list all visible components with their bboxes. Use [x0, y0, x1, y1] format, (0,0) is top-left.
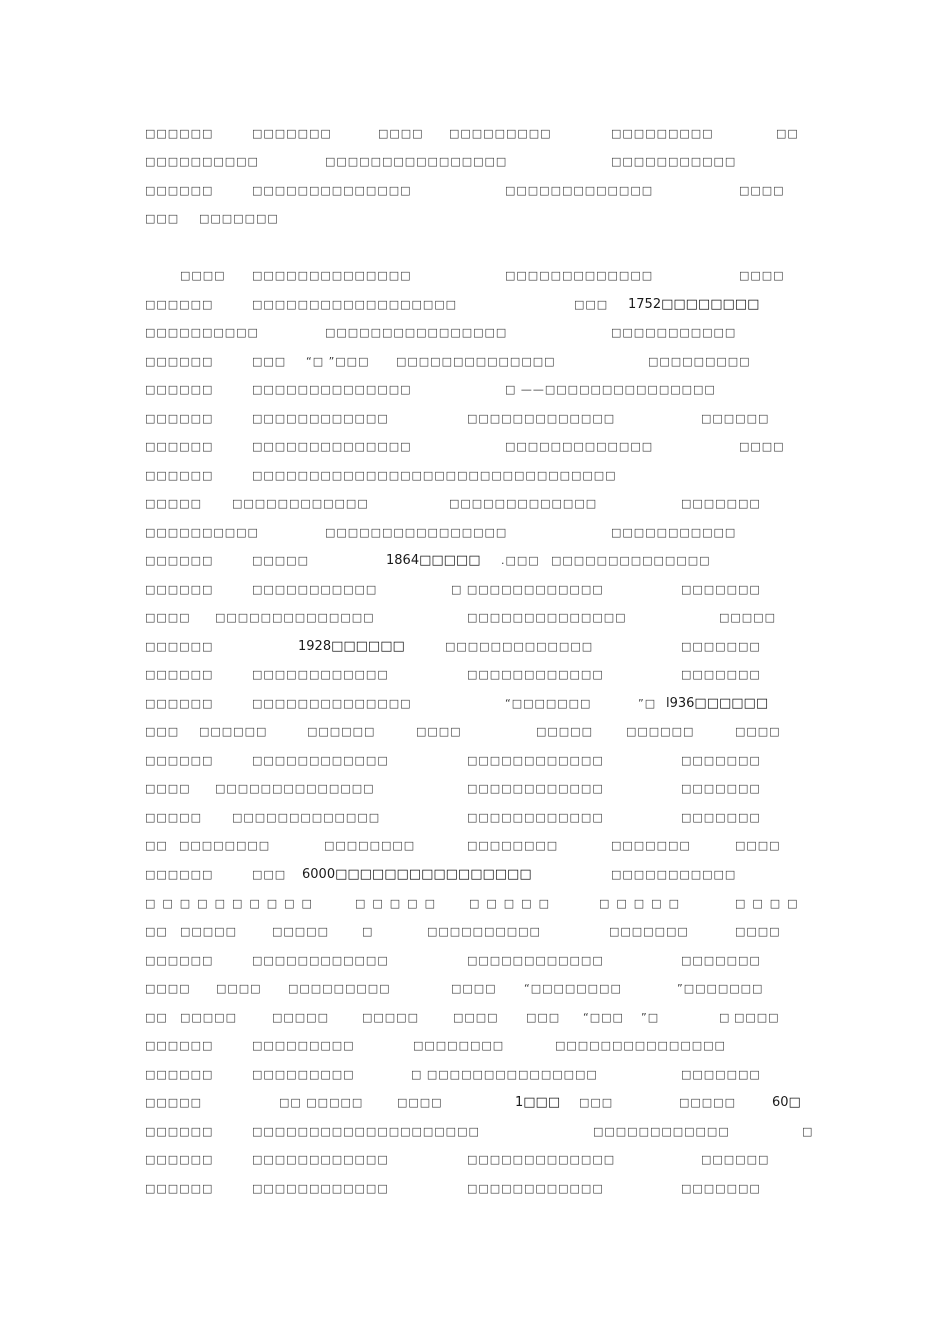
text-segment: □□□□□□ — [145, 697, 214, 710]
text-segment: □□□□□□□□□□□□□□ — [252, 269, 412, 282]
text-line — [0, 494, 950, 514]
text-segment: ”□□□□□□□ — [677, 982, 764, 995]
text-segment: □□□□□□ — [145, 583, 214, 596]
text-segment: □□□□□ — [469, 897, 556, 910]
text-segment: □□□□□□□□□□□□□□ — [215, 611, 375, 624]
text-segment: □□□□□□ — [145, 1125, 214, 1138]
text-segment: ”□ — [641, 1011, 660, 1024]
text-segment: □□□□□□ — [145, 954, 214, 967]
text-line — [0, 637, 950, 657]
text-segment: □□□□□□□□□□□□□□ — [215, 782, 375, 795]
text-segment: □□□□□□□□□□□□□ — [467, 412, 616, 425]
text-line — [0, 1065, 950, 1085]
text-segment: □□□□□□ — [307, 725, 376, 738]
text-segment: □□□□□□□ — [681, 754, 761, 767]
text-segment: □□□□□□□ — [681, 640, 761, 653]
text-segment: □□□□ — [739, 269, 785, 282]
text-segment: □□□□□□□□ — [179, 839, 271, 852]
text-segment: □□□□□□□ — [681, 1068, 761, 1081]
text-segment: □□□□□□□□□□□□□ — [505, 269, 654, 282]
text-segment: □□□□□□□□□□□□□□□□ — [325, 326, 508, 339]
text-segment: □□□□□□□□ — [413, 1039, 505, 1052]
text-segment: □□□□□□□□□□□□□□□□ — [325, 526, 508, 539]
text-segment: □□□□□□□ — [681, 668, 761, 681]
text-segment: □□□□□ — [272, 925, 329, 938]
text-segment: □□□□□ — [536, 725, 593, 738]
text-segment: □□□□ — [145, 782, 191, 795]
text-segment: □□□□□□□□□ — [252, 1068, 355, 1081]
text-segment: □□□□□□ — [145, 1039, 214, 1052]
text-line — [0, 323, 950, 343]
text-segment: □□□□□ — [145, 497, 202, 510]
text-segment: □□□□□□□□□□ — [145, 326, 259, 339]
text-segment: □□□□□□□□□□□□ — [467, 1182, 604, 1195]
text-segment: 6000□□□□□□□□□□□□□□□□ — [302, 867, 532, 882]
text-line — [0, 808, 950, 828]
text-segment: □ — [362, 925, 374, 938]
text-segment: □ ——□□□□□□□□□□□□□□□ — [505, 383, 716, 396]
text-segment: □□□□□ — [355, 897, 442, 910]
text-segment: .□□□ — [501, 554, 540, 567]
text-segment: □□□□□□□□□□□□□□ — [467, 611, 627, 624]
text-segment: □□□□□□□ — [611, 839, 691, 852]
text-segment: 1752□□□□□□□□ — [628, 297, 760, 312]
text-segment: □□□ — [145, 212, 180, 225]
text-segment: □□□□□□ — [145, 298, 214, 311]
text-segment: □□□□□□□□□ — [252, 1039, 355, 1052]
text-segment: □□□□□□□□□□□□ — [252, 668, 389, 681]
text-line — [0, 209, 950, 229]
text-line — [0, 951, 950, 971]
text-line — [0, 665, 950, 685]
text-segment: □□□□□ — [599, 897, 686, 910]
text-line — [0, 437, 950, 457]
text-line — [0, 894, 950, 914]
text-segment: 60□ — [772, 1095, 801, 1110]
text-segment: □□□□□□□□□□□□□□ — [252, 440, 412, 453]
text-segment: □□□□□□□□□□ — [145, 526, 259, 539]
text-segment: □□□□□ — [679, 1096, 736, 1109]
text-segment: □□□□□□ — [701, 1153, 770, 1166]
text-segment: □□□□□□□□□□□□□□□□□□□□ — [252, 1125, 480, 1138]
text-segment: □□□□□□□ — [199, 212, 279, 225]
text-segment: □□□□□□□ — [681, 954, 761, 967]
text-segment: □□□□□□ — [145, 640, 214, 653]
text-segment: □□ — [776, 127, 799, 140]
text-segment: □□□□□□□□□□□□□□ — [551, 554, 711, 567]
text-segment: □□□ — [252, 355, 287, 368]
text-line — [0, 124, 950, 144]
text-segment: □□□□□□□□□□□□□□ — [396, 355, 556, 368]
text-line — [0, 181, 950, 201]
text-segment: □□□□□□ — [145, 1068, 214, 1081]
text-line — [0, 266, 950, 286]
text-segment: 1864□□□□□ — [386, 553, 481, 568]
text-segment: □□□ — [579, 1096, 614, 1109]
text-segment: □□□□□□ — [701, 412, 770, 425]
text-segment: “□□□□□□□□ — [524, 982, 622, 995]
text-segment: □□□□□□□□□□□□□□□□ — [325, 155, 508, 168]
text-segment: □□□□□□□□□□□□ — [252, 754, 389, 767]
text-segment: □□□□□□□□□□□□□ — [505, 184, 654, 197]
text-segment: □□□ — [574, 298, 609, 311]
text-line — [0, 722, 950, 742]
text-segment: 1□□□ — [515, 1095, 561, 1110]
text-segment: □□□□□ — [180, 925, 237, 938]
text-segment: □□□□□□□□□□□□□ — [449, 497, 598, 510]
text-line — [0, 751, 950, 771]
text-line — [0, 1179, 950, 1199]
text-line — [0, 352, 950, 372]
text-segment: l936□□□□□□ — [666, 696, 769, 711]
text-line — [0, 1093, 950, 1113]
text-segment: □□□□□□ — [145, 412, 214, 425]
text-segment: □□□□□□□□□□□□□□ — [252, 184, 412, 197]
text-segment: □□□□□□ — [145, 469, 214, 482]
text-segment: □□□□□□ — [626, 725, 695, 738]
text-segment: □□□□□□□□ — [324, 839, 416, 852]
text-line — [0, 1150, 950, 1170]
text-segment: □□□□□□□□□□□□ — [252, 412, 389, 425]
text-line — [0, 466, 950, 486]
text-line — [0, 1036, 950, 1056]
text-segment: □□□□□□□□□□□□□ — [232, 811, 381, 824]
text-segment: □□□□□□□□ — [467, 839, 559, 852]
text-segment: □□□□□ — [180, 1011, 237, 1024]
text-line — [0, 380, 950, 400]
text-segment: ”□ — [638, 697, 657, 710]
text-segment: □ □□□□□□□□□□□□ — [451, 583, 604, 596]
text-segment: □□□□ — [416, 725, 462, 738]
text-segment: □□□□□□□□□□□□□□ — [252, 697, 412, 710]
text-segment: □□□□□□□ — [252, 127, 332, 140]
text-segment: □□□□□□□□□□ — [427, 925, 541, 938]
text-segment: □□□□□□ — [199, 725, 268, 738]
text-segment: □□□□□□□□□□□□□ — [467, 1153, 616, 1166]
text-segment: □□□□□ — [719, 611, 776, 624]
text-segment: □□□ — [526, 1011, 561, 1024]
text-line — [0, 152, 950, 172]
text-segment: □□□□ — [145, 611, 191, 624]
text-segment: □□□□□□□□□ — [648, 355, 751, 368]
text-segment: □ □□□□□□□□□□□□□□□ — [411, 1068, 598, 1081]
text-segment: □□ — [145, 925, 168, 938]
text-segment: □□□□□□ — [145, 554, 214, 567]
text-segment: □□□□□□□ — [681, 1182, 761, 1195]
text-segment: □□□□□□ — [145, 355, 214, 368]
text-segment: □□□□□□ — [145, 127, 214, 140]
text-segment: □□□□□□□□□□ — [145, 897, 319, 910]
text-segment: □□□ — [252, 868, 287, 881]
text-segment: □□□□ — [734, 1011, 780, 1024]
text-segment: □□□□□□□□□□□□□ — [505, 440, 654, 453]
text-segment: □□□□ — [735, 897, 805, 910]
text-segment: □□□□□ — [145, 811, 202, 824]
text-segment: □□□□□□□ — [681, 782, 761, 795]
text-line — [0, 409, 950, 429]
text-segment: □□□□□□ — [145, 1182, 214, 1195]
text-segment: □□□□□□ — [145, 868, 214, 881]
text-line — [0, 523, 950, 543]
text-segment: □□□□□□□□□□□ — [252, 583, 378, 596]
text-segment: □□□□□□□□□□□ — [611, 326, 737, 339]
text-segment: □□□□□□□□□□□□□□□□□□□□□□□□□□□□□□□□ — [252, 469, 617, 482]
text-segment: □□□□ — [739, 440, 785, 453]
text-segment: □□□□□□□□□□ — [145, 155, 259, 168]
text-segment: □□□□□□□□□□□□ — [252, 1153, 389, 1166]
text-segment: □□□□ — [735, 925, 781, 938]
text-segment: □□□□□ — [252, 554, 309, 567]
text-segment: “□□□ — [583, 1011, 624, 1024]
text-segment: □□□□□□□□□□□□□□ — [252, 383, 412, 396]
text-segment: □□□□□□□□□□□ — [611, 526, 737, 539]
text-segment: “□□□□□□□ — [505, 697, 592, 710]
text-line — [0, 865, 950, 885]
text-line — [0, 608, 950, 628]
text-line — [0, 836, 950, 856]
text-segment: □□ □□□□□ — [279, 1096, 364, 1109]
text-segment: □□□□□□□□□ — [611, 127, 714, 140]
text-line — [0, 779, 950, 799]
text-line — [0, 694, 950, 714]
text-segment: □□ — [145, 839, 168, 852]
text-segment: □□ — [145, 1011, 168, 1024]
text-segment: □□□□□ — [145, 1096, 202, 1109]
text-segment: □□□□□□□□□□□□ — [467, 754, 604, 767]
text-segment: □□□□□□ — [145, 440, 214, 453]
text-segment: □□□□□□ — [145, 754, 214, 767]
text-segment: □□□□□ — [272, 1011, 329, 1024]
text-segment: □□□ — [145, 725, 180, 738]
text-segment: □□□□□□□ — [609, 925, 689, 938]
text-segment: □□□□□□□□□□□□ — [252, 954, 389, 967]
text-segment: □□□□ — [216, 982, 262, 995]
text-segment: □□□□□□□□□ — [288, 982, 391, 995]
text-segment: □□□□□□□□□□□□□ — [445, 640, 594, 653]
text-segment: □□□□□□□□□□□□ — [593, 1125, 730, 1138]
text-line — [0, 979, 950, 999]
text-segment: □ — [719, 1011, 731, 1024]
text-segment: □□□□□□□□□□□□ — [467, 811, 604, 824]
text-segment: □□□□□□□□□□□□□□□ — [555, 1039, 726, 1052]
text-segment: □□□□□□□□□□□□□□□□□□ — [252, 298, 458, 311]
text-segment: □□□□□□□ — [681, 811, 761, 824]
text-segment: □□□□□□ — [145, 383, 214, 396]
text-segment: □□□□ — [145, 982, 191, 995]
text-segment: □□□□ — [397, 1096, 443, 1109]
text-line — [0, 551, 950, 571]
text-segment: □□□□ — [453, 1011, 499, 1024]
text-segment: □□□□□□ — [145, 1153, 214, 1166]
text-segment: □□□□ — [180, 269, 226, 282]
text-segment: □□□□□□□□□□□ — [611, 155, 737, 168]
text-segment: □□□□□□□□□□□□ — [467, 782, 604, 795]
text-segment: □□□□□□□ — [681, 497, 761, 510]
text-segment: □ — [802, 1125, 814, 1138]
text-segment: □□□□□□□ — [681, 583, 761, 596]
text-segment: □□□□ — [735, 725, 781, 738]
text-segment: □□□□□□□□□□□ — [611, 868, 737, 881]
text-segment: □□□□ — [451, 982, 497, 995]
text-segment: □□□□ — [378, 127, 424, 140]
text-segment: “□ ”□□□ — [306, 355, 370, 368]
text-line — [0, 1122, 950, 1142]
text-segment: □□□□ — [739, 184, 785, 197]
text-segment: □□□□□□ — [145, 668, 214, 681]
text-segment: □□□□□□□□□□□□ — [467, 668, 604, 681]
text-segment: □□□□□□□□□ — [449, 127, 552, 140]
text-line — [0, 295, 950, 315]
text-segment: 1928□□□□□□ — [298, 639, 405, 654]
text-segment: □□□□□□□□□□□□ — [467, 954, 604, 967]
text-line — [0, 580, 950, 600]
text-segment: □□□□□ — [362, 1011, 419, 1024]
text-segment: □□□□□□ — [145, 184, 214, 197]
text-line — [0, 922, 950, 942]
text-segment: □□□□ — [735, 839, 781, 852]
text-segment: □□□□□□□□□□□□ — [232, 497, 369, 510]
text-segment: □□□□□□□□□□□□ — [252, 1182, 389, 1195]
text-line — [0, 1008, 950, 1028]
